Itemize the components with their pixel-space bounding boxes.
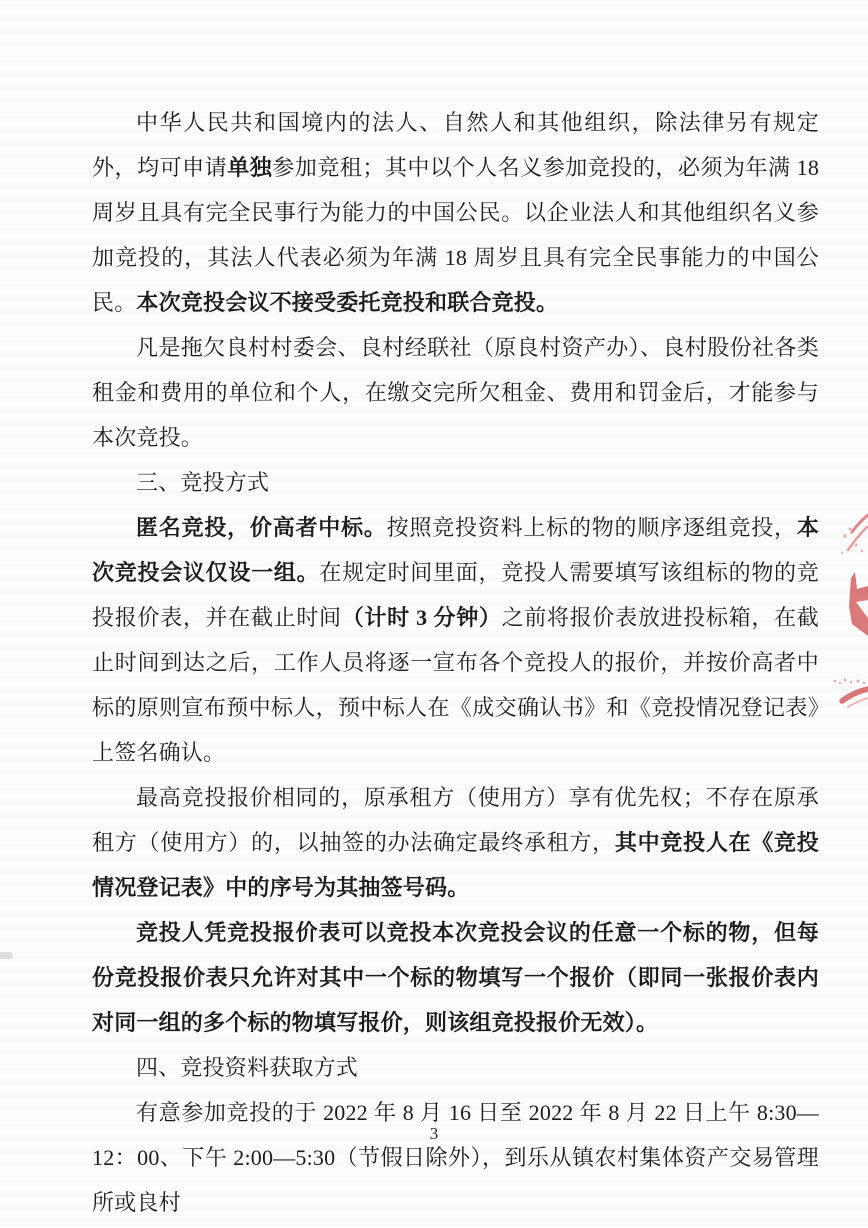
text-segment: 参加竞租；其中以个人名义参加竞投的，必须为年满 18 周岁且具有完全民事行为能力的中国公民。以企业法人和其他组织名义参加竞投的，其法人代表必须为年满 18 周岁且具有完全民事能力的中国公民。 [92, 155, 820, 315]
para-arrears [92, 325, 819, 460]
heading-section-3 [92, 460, 819, 505]
text-segment: 匿名竞投，价高者中标。 [136, 515, 387, 540]
text-segment: 按照竞投资料上标的物的顺序逐组竞投， [386, 515, 797, 540]
page-number: 3 [429, 1124, 439, 1143]
text-segment: 其中竞投人在《竞投情况登记表》中的序号为其抽签号码。 [92, 830, 819, 900]
text-segment: 四、竞投资料获取方式 [136, 1055, 359, 1080]
text-segment: 在规定时间里面，竞投人需要填写该组标的物的竞投报价表，并在截止时间 [92, 560, 819, 630]
document-body [92, 100, 819, 1225]
para-eligibility [92, 100, 819, 325]
text-segment: 最高竞投报价相同的，原承租方（使用方）享有优先权；不存在原承租方（使用方）的，以抽签的办法确定最终承租方， [92, 785, 819, 855]
text-segment: （计时 3 分钟） [341, 605, 502, 630]
text-segment: 中华人民共和国境内的法人、自然人和其他组织，除法律另有规定外，均可申请 [92, 110, 819, 180]
para-bidding-method [92, 505, 819, 775]
text-segment: 凡是拖欠良村村委会、良村经联社（原良村资产办）、良村股份社各类租金和费用的单位和个人，在缴交完所欠租金、费用和罚金后，才能参与本次竞投。 [92, 335, 819, 450]
scan-artifact-mark [0, 952, 13, 959]
text-segment: 单独 [227, 155, 273, 180]
para-tie-breaking [92, 775, 819, 910]
text-segment: 竞投人凭竞投报价表可以竞投本次竞投会议的任意一个标的物，但每份竞投报价表只允许对其中一个标的物填写一个报价（即同一张报价表内对同一组的多个标的物填写报价，则该组竞投报价无效）。 [92, 920, 819, 1035]
text-segment: 三、竞投方式 [136, 470, 270, 495]
heading-section-4 [92, 1045, 819, 1090]
text-segment: 本次竞投会议不接受委托竞投和联合竞投。 [136, 290, 559, 315]
text-segment: 本次竞投会议仅设一组。 [92, 515, 820, 585]
text-segment: 之前将报价表放进投标箱，在截止时间到达之后，工作人员将逐一宣布各个竞投人的报价，并按价高者中标的原则宣布预中标人，预中标人在《成交确认书》和《竞投情况登记表》上签名确认。 [92, 605, 819, 765]
official-seal-stamp [828, 505, 868, 720]
seal-fragment-icon [828, 505, 868, 720]
para-material-obtaining [92, 1090, 819, 1225]
text-segment: 有意参加竞投的于 2022 年 8 月 16 日至 2022 年 8 月 22 日上午 8:30—12：00、下午 2:00—5:30（节假日除外），到乐从镇农村集体资产交易管理所或良村 [92, 1100, 819, 1215]
para-quote-rules [92, 910, 819, 1045]
